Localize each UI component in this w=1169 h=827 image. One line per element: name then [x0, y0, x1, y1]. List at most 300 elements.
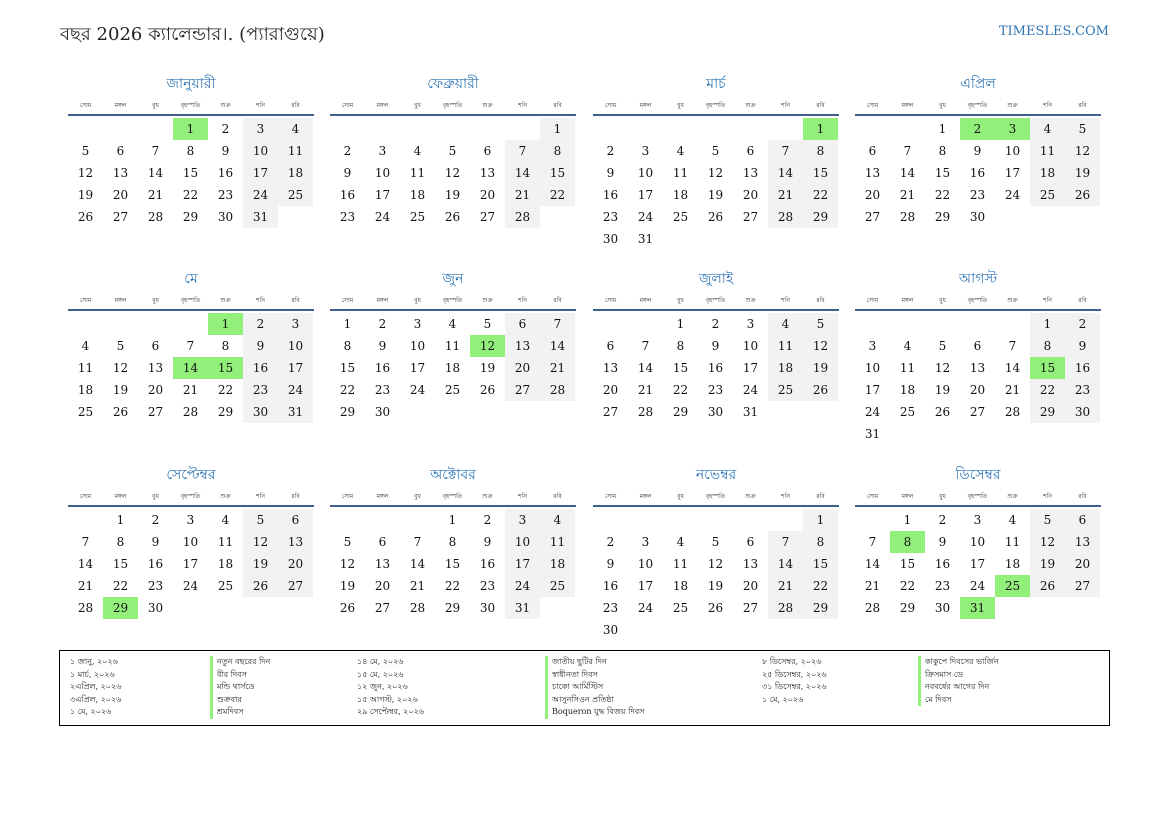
day-cell: 1 — [540, 118, 575, 140]
day-cell: 12 — [803, 335, 838, 357]
day-cell: 4 — [903, 339, 912, 353]
day-cell: 2 — [606, 535, 615, 549]
day-cell: 15 — [934, 166, 951, 180]
day-cell: 29 — [217, 405, 234, 419]
day-grid — [855, 118, 1101, 228]
holiday-day-cell: 25 — [995, 575, 1030, 597]
month-name: এপ্রিল — [960, 76, 996, 92]
day-cell: 11 — [1030, 140, 1065, 162]
day-grid — [68, 313, 314, 423]
month-name: জুন — [442, 271, 464, 287]
day-cell: 30 — [243, 401, 278, 423]
day-cell: 8 — [343, 339, 352, 353]
day-cell: 16 — [707, 361, 724, 375]
weekday-label: বুধ — [939, 492, 946, 500]
day-cell: 10 — [409, 339, 426, 353]
legend-date: ১২ জুন, ২০২৬ — [357, 682, 408, 691]
day-cell: 10 — [969, 535, 986, 549]
day-cell: 15 — [112, 557, 129, 571]
day-cell: 1 — [343, 317, 352, 331]
day-cell: 25 — [768, 379, 803, 401]
empty-cell — [925, 313, 960, 335]
day-cell: 28 — [147, 210, 164, 224]
day-cell: 19 — [1065, 162, 1100, 184]
day-cell: 2 — [243, 313, 278, 335]
day-cell: 9 — [711, 339, 720, 353]
day-cell: 22 — [339, 383, 356, 397]
weekday-label: বৃহস্পতি — [967, 492, 988, 500]
day-cell: 22 — [899, 579, 916, 593]
weekday-label: শুক্র — [220, 296, 231, 304]
day-cell: 10 — [1004, 144, 1021, 158]
legend-names-2 — [545, 656, 644, 719]
empty-cell — [173, 313, 208, 335]
day-cell: 11 — [1004, 535, 1021, 549]
legend-holiday-name: আসুনসিওন প্রতিষ্ঠা — [552, 694, 614, 704]
weekday-header — [330, 96, 576, 116]
weekday-label: শনি — [781, 101, 790, 109]
day-cell: 7 — [768, 140, 803, 162]
day-cell: 13 — [1065, 531, 1100, 553]
weekday-label: সোম — [604, 296, 617, 304]
weekday-label: রবি — [816, 101, 825, 109]
day-cell: 26 — [339, 601, 356, 615]
weekday-label: রবি — [1078, 296, 1087, 304]
day-cell: 3 — [378, 144, 387, 158]
weekday-label: শনি — [256, 101, 265, 109]
day-cell: 30 — [374, 405, 391, 419]
empty-cell — [768, 509, 803, 531]
holiday-day-cell: 14 — [173, 357, 208, 379]
holiday-day-cell: 31 — [960, 597, 995, 619]
day-cell: 9 — [973, 144, 982, 158]
month-name: ফেব্রুয়ারী — [427, 76, 479, 92]
weekday-label: মঙ্গল — [901, 101, 914, 109]
day-cell: 20 — [278, 553, 313, 575]
weekday-label: রবি — [816, 492, 825, 500]
day-cell: 14 — [409, 557, 426, 571]
day-cell: 23 — [1065, 379, 1100, 401]
day-cell: 13 — [479, 166, 496, 180]
weekday-label: বৃহস্পতি — [967, 101, 988, 109]
day-cell: 31 — [637, 232, 654, 246]
day-cell: 15 — [182, 166, 199, 180]
day-cell: 31 — [864, 427, 881, 441]
day-grid — [855, 509, 1101, 619]
weekday-label: মঙ্গল — [639, 101, 652, 109]
weekday-label: মঙ্গল — [114, 101, 127, 109]
day-cell: 27 — [742, 601, 759, 615]
legend-holiday-name: নববর্ষের আগের দিন — [925, 682, 990, 691]
day-cell: 5 — [938, 339, 947, 353]
day-cell: 17 — [864, 383, 881, 397]
day-cell: 19 — [112, 383, 129, 397]
weekday-label: রবি — [553, 296, 562, 304]
month-block — [855, 269, 1101, 445]
day-cell: 29 — [672, 405, 689, 419]
day-cell: 1 — [448, 513, 457, 527]
day-cell: 2 — [151, 513, 160, 527]
day-cell: 15 — [899, 557, 916, 571]
day-cell: 19 — [444, 188, 461, 202]
day-cell: 15 — [803, 162, 838, 184]
day-cell: 1 — [803, 509, 838, 531]
weekday-label: সোম — [866, 296, 879, 304]
day-cell: 3 — [641, 144, 650, 158]
day-cell: 13 — [969, 361, 986, 375]
weekday-label: বুধ — [677, 492, 684, 500]
weekday-label: সোম — [79, 296, 92, 304]
weekday-label: মঙ্গল — [639, 296, 652, 304]
day-cell: 13 — [742, 557, 759, 571]
day-cell: 4 — [81, 339, 90, 353]
empty-cell — [138, 118, 173, 140]
day-cell: 21 — [899, 188, 916, 202]
day-cell: 16 — [217, 166, 234, 180]
day-cell: 6 — [505, 313, 540, 335]
day-cell: 21 — [409, 579, 426, 593]
day-cell: 1 — [903, 513, 912, 527]
day-cell: 5 — [1065, 118, 1100, 140]
day-cell: 2 — [378, 317, 387, 331]
day-cell: 8 — [448, 535, 457, 549]
day-cell: 14 — [864, 557, 881, 571]
month-name: জুলাই — [698, 271, 734, 287]
day-cell: 7 — [768, 531, 803, 553]
day-cell: 12 — [707, 557, 724, 571]
weekday-header — [330, 291, 576, 311]
weekday-header — [68, 96, 314, 116]
day-cell: 25 — [409, 210, 426, 224]
day-cell: 11 — [899, 361, 916, 375]
weekday-label: বৃহস্পতি — [442, 296, 463, 304]
day-cell: 17 — [969, 557, 986, 571]
day-cell: 20 — [969, 383, 986, 397]
month-block — [593, 74, 839, 250]
weekday-header — [593, 96, 839, 116]
day-cell: 10 — [505, 531, 540, 553]
day-cell: 8 — [1030, 335, 1065, 357]
day-cell: 28 — [768, 206, 803, 228]
legend-holiday-name: Boqueron যুদ্ধ বিজয় দিবস — [552, 707, 645, 716]
day-cell: 21 — [768, 184, 803, 206]
day-cell: 19 — [707, 579, 724, 593]
empty-cell — [960, 313, 995, 335]
day-cell: 13 — [742, 166, 759, 180]
day-cell: 30 — [1065, 401, 1100, 423]
day-cell: 10 — [637, 166, 654, 180]
day-cell: 9 — [343, 166, 352, 180]
day-cell: 3 — [505, 509, 540, 531]
day-cell: 17 — [278, 357, 313, 379]
weekday-header — [330, 487, 576, 507]
empty-cell — [628, 313, 663, 335]
day-cell: 9 — [938, 535, 947, 549]
day-cell: 8 — [803, 140, 838, 162]
day-cell: 28 — [409, 601, 426, 615]
weekday-label: শুক্র — [482, 296, 493, 304]
day-cell: 5 — [711, 535, 720, 549]
day-cell: 16 — [602, 188, 619, 202]
day-cell: 29 — [1030, 401, 1065, 423]
weekday-label: শনি — [518, 296, 527, 304]
holiday-day-cell: 15 — [208, 357, 243, 379]
day-cell: 13 — [147, 361, 164, 375]
weekday-label: শনি — [781, 296, 790, 304]
day-cell: 3 — [413, 317, 422, 331]
day-cell: 17 — [182, 557, 199, 571]
empty-cell — [890, 313, 925, 335]
legend-holiday-name: শুক্রবার — [217, 694, 242, 704]
day-cell: 8 — [116, 535, 125, 549]
day-cell: 12 — [934, 361, 951, 375]
day-cell: 9 — [606, 557, 615, 571]
day-cell: 8 — [186, 144, 195, 158]
day-cell: 16 — [479, 557, 496, 571]
day-cell: 18 — [409, 188, 426, 202]
weekday-label: বুধ — [414, 492, 421, 500]
day-cell: 9 — [221, 144, 230, 158]
day-cell: 15 — [672, 361, 689, 375]
month-block — [593, 465, 839, 641]
month-name: জানুয়ারী — [166, 76, 216, 92]
day-cell: 22 — [803, 184, 838, 206]
day-cell: 2 — [606, 144, 615, 158]
day-cell: 13 — [278, 531, 313, 553]
weekday-label: বুধ — [152, 101, 159, 109]
day-cell: 24 — [243, 184, 278, 206]
month-name: আগস্ট — [958, 271, 998, 287]
weekday-label: বুধ — [152, 296, 159, 304]
page-title: বছর 2026 ক্যালেন্ডার।. (প্যারাগুয়ে) — [60, 24, 325, 45]
day-cell: 28 — [1004, 405, 1021, 419]
day-cell: 12 — [77, 166, 94, 180]
day-cell: 29 — [899, 601, 916, 615]
day-cell: 30 — [969, 210, 986, 224]
day-cell: 7 — [413, 535, 422, 549]
day-cell: 31 — [243, 206, 278, 228]
weekday-label: শনি — [1043, 101, 1052, 109]
legend-holiday-name: চাকো আর্মিস্টিস — [552, 682, 604, 691]
legend-date: ২৫ ডিসেম্বর, ২০২৬ — [762, 669, 827, 679]
day-cell: 23 — [969, 188, 986, 202]
empty-cell — [995, 313, 1030, 335]
weekday-label: বুধ — [152, 492, 159, 500]
month-block — [330, 74, 576, 228]
day-cell: 1 — [1030, 313, 1065, 335]
day-cell: 28 — [505, 206, 540, 228]
empty-cell — [663, 509, 698, 531]
day-cell: 14 — [505, 162, 540, 184]
weekday-label: বুধ — [677, 296, 684, 304]
day-cell: 17 — [505, 553, 540, 575]
day-cell: 27 — [147, 405, 164, 419]
day-cell: 28 — [182, 405, 199, 419]
empty-cell — [855, 118, 890, 140]
day-grid — [68, 118, 314, 228]
day-grid — [593, 313, 839, 423]
weekday-header — [855, 291, 1101, 311]
day-cell: 3 — [973, 513, 982, 527]
day-cell: 14 — [1004, 361, 1021, 375]
day-cell: 12 — [112, 361, 129, 375]
day-cell: 27 — [112, 210, 129, 224]
empty-cell — [628, 118, 663, 140]
day-cell: 25 — [77, 405, 94, 419]
weekday-label: বৃহস্পতি — [705, 101, 726, 109]
day-cell: 7 — [81, 535, 90, 549]
day-cell: 16 — [969, 166, 986, 180]
day-cell: 6 — [1065, 509, 1100, 531]
day-cell: 1 — [938, 122, 947, 136]
day-cell: 12 — [1030, 531, 1065, 553]
day-cell: 26 — [934, 405, 951, 419]
day-cell: 31 — [742, 405, 759, 419]
day-cell: 25 — [672, 210, 689, 224]
day-cell: 22 — [540, 184, 575, 206]
month-block — [593, 269, 839, 423]
month-block — [330, 269, 576, 423]
weekday-label: বৃহস্পতি — [180, 492, 201, 500]
day-cell: 7 — [540, 313, 575, 335]
weekday-label: বৃহস্পতি — [180, 296, 201, 304]
month-block — [330, 465, 576, 619]
day-cell: 18 — [444, 361, 461, 375]
weekday-label: মঙ্গল — [639, 492, 652, 500]
day-cell: 8 — [938, 144, 947, 158]
day-cell: 21 — [505, 184, 540, 206]
day-cell: 2 — [221, 122, 230, 136]
day-cell: 31 — [505, 597, 540, 619]
month-block — [68, 74, 314, 228]
day-cell: 16 — [374, 361, 391, 375]
day-cell: 8 — [676, 339, 685, 353]
day-cell: 23 — [339, 210, 356, 224]
day-cell: 4 — [221, 513, 230, 527]
day-cell: 24 — [637, 601, 654, 615]
day-cell: 14 — [899, 166, 916, 180]
weekday-label: মঙ্গল — [376, 296, 389, 304]
weekday-label: সোম — [341, 101, 354, 109]
day-cell: 7 — [151, 144, 160, 158]
day-cell: 27 — [374, 601, 391, 615]
day-cell: 22 — [1030, 379, 1065, 401]
day-cell: 28 — [540, 379, 575, 401]
weekday-label: শুক্র — [1007, 492, 1018, 500]
day-cell: 26 — [1030, 575, 1065, 597]
day-cell: 2 — [711, 317, 720, 331]
day-cell: 10 — [243, 140, 278, 162]
day-cell: 19 — [243, 553, 278, 575]
site-link[interactable]: TIMESLES.COM — [998, 24, 1109, 39]
day-cell: 6 — [973, 339, 982, 353]
empty-cell — [733, 118, 768, 140]
day-cell: 25 — [1030, 184, 1065, 206]
day-cell: 22 — [672, 383, 689, 397]
day-cell: 9 — [243, 335, 278, 357]
empty-cell — [138, 313, 173, 335]
day-cell: 17 — [243, 162, 278, 184]
day-cell: 5 — [81, 144, 90, 158]
legend-date: ২৯ সেপ্টেম্বর, ২০২৬ — [357, 707, 424, 716]
weekday-label: শুক্র — [220, 101, 231, 109]
day-cell: 28 — [768, 597, 803, 619]
day-cell: 25 — [899, 405, 916, 419]
weekday-label: শনি — [1043, 296, 1052, 304]
day-cell: 16 — [339, 188, 356, 202]
empty-cell — [698, 118, 733, 140]
day-cell: 18 — [217, 557, 234, 571]
day-cell: 29 — [182, 210, 199, 224]
weekday-label: সোম — [604, 492, 617, 500]
day-cell: 17 — [637, 188, 654, 202]
day-cell: 20 — [602, 383, 619, 397]
weekday-label: সোম — [341, 492, 354, 500]
day-cell: 10 — [182, 535, 199, 549]
day-cell: 22 — [934, 188, 951, 202]
day-cell: 23 — [602, 601, 619, 615]
day-cell: 25 — [278, 184, 313, 206]
empty-cell — [593, 118, 628, 140]
day-cell: 7 — [868, 535, 877, 549]
day-cell: 7 — [1008, 339, 1017, 353]
legend-holiday-name: শ্রমদিবস — [217, 707, 244, 716]
day-cell: 19 — [479, 361, 496, 375]
day-cell: 24 — [864, 405, 881, 419]
weekday-label: মঙ্গল — [901, 492, 914, 500]
day-cell: 19 — [339, 579, 356, 593]
weekday-label: শুক্র — [220, 492, 231, 500]
weekday-header — [855, 96, 1101, 116]
day-cell: 21 — [1004, 383, 1021, 397]
day-cell: 9 — [606, 166, 615, 180]
day-cell: 14 — [768, 553, 803, 575]
day-cell: 23 — [147, 579, 164, 593]
day-cell: 14 — [77, 557, 94, 571]
empty-cell — [663, 118, 698, 140]
day-cell: 7 — [641, 339, 650, 353]
day-cell: 15 — [803, 553, 838, 575]
month-name: অক্টোবর — [430, 467, 476, 483]
month-name: মে — [184, 271, 198, 287]
day-cell: 30 — [217, 210, 234, 224]
day-cell: 5 — [711, 144, 720, 158]
day-cell: 23 — [374, 383, 391, 397]
day-cell: 13 — [505, 335, 540, 357]
holiday-day-cell: 15 — [1030, 357, 1065, 379]
day-cell: 11 — [672, 557, 689, 571]
day-cell: 1 — [676, 317, 685, 331]
weekday-label: রবি — [816, 296, 825, 304]
weekday-header — [855, 487, 1101, 507]
day-cell: 17 — [1004, 166, 1021, 180]
day-cell: 17 — [409, 361, 426, 375]
weekday-label: সোম — [79, 101, 92, 109]
empty-cell — [698, 509, 733, 531]
day-cell: 18 — [77, 383, 94, 397]
day-cell: 29 — [803, 597, 838, 619]
empty-cell — [855, 313, 890, 335]
day-cell: 17 — [742, 361, 759, 375]
day-cell: 20 — [112, 188, 129, 202]
day-cell: 6 — [868, 144, 877, 158]
weekday-label: রবি — [1078, 101, 1087, 109]
day-cell: 24 — [637, 210, 654, 224]
day-cell: 13 — [374, 557, 391, 571]
day-cell: 20 — [505, 357, 540, 379]
day-cell: 20 — [1065, 553, 1100, 575]
day-cell: 20 — [479, 188, 496, 202]
